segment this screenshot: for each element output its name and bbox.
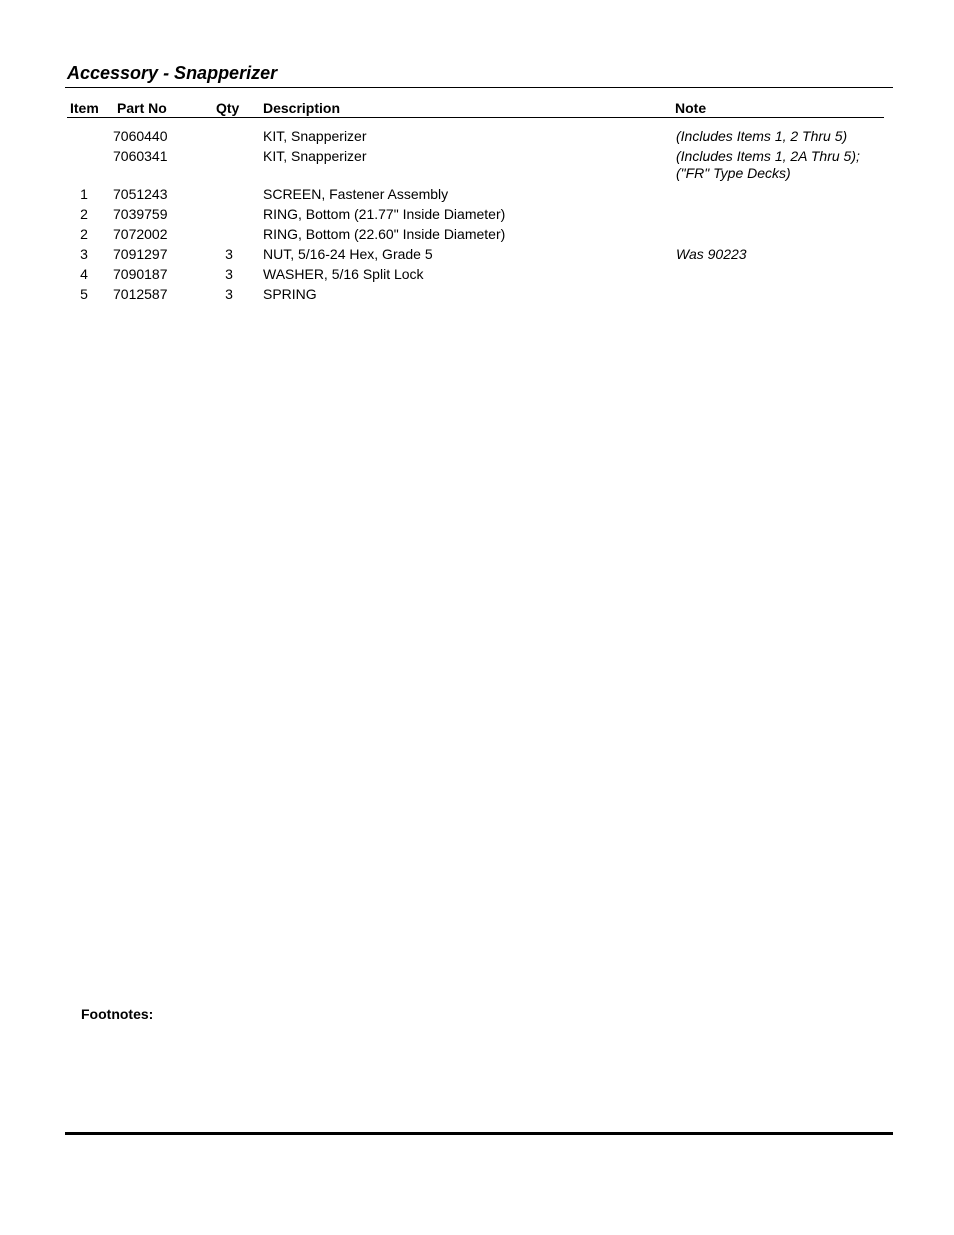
row-item: 4 xyxy=(80,266,88,282)
row-part-no: 7012587 xyxy=(113,286,168,302)
row-description: RING, Bottom (22.60" Inside Diameter) xyxy=(263,226,506,242)
row-description: NUT, 5/16-24 Hex, Grade 5 xyxy=(263,246,433,262)
row-item: 2 xyxy=(80,226,88,242)
row-part-no: 7090187 xyxy=(113,266,168,282)
row-item: 5 xyxy=(80,286,88,302)
header-note: Note xyxy=(675,100,707,116)
row-part-no: 7051243 xyxy=(113,186,168,202)
row-qty: 3 xyxy=(225,286,233,302)
row-qty: 3 xyxy=(225,266,233,282)
row-description: SCREEN, Fastener Assembly xyxy=(263,186,449,202)
row-item: 3 xyxy=(80,246,88,262)
header-description: Description xyxy=(263,100,341,116)
row-description: SPRING xyxy=(263,286,317,302)
row-description: RING, Bottom (21.77" Inside Diameter) xyxy=(263,206,506,222)
row-item: 1 xyxy=(80,186,88,202)
row-part-no: 7091297 xyxy=(113,246,168,262)
row-note: (Includes Items 1, 2A Thru 5); ("FR" Type Decks) xyxy=(676,148,860,181)
bottom-divider xyxy=(65,1132,893,1135)
row-part-no: 7039759 xyxy=(113,206,168,222)
header-qty: Qty xyxy=(216,100,240,116)
table-header xyxy=(0,99,954,117)
row-part-no: 7072002 xyxy=(113,226,168,242)
row-part-no: 7060440 xyxy=(113,128,168,144)
row-description: KIT, Snapperizer xyxy=(263,128,367,144)
row-part-no: 7060341 xyxy=(113,148,168,164)
row-description: KIT, Snapperizer xyxy=(263,148,367,164)
header-part-no: Part No xyxy=(117,100,167,116)
header-item: Item xyxy=(70,100,99,116)
row-note: (Includes Items 1, 2 Thru 5) xyxy=(676,128,848,144)
title-divider xyxy=(65,87,893,88)
row-item: 2 xyxy=(80,206,88,222)
row-qty: 3 xyxy=(225,246,233,262)
footnotes-label: Footnotes: xyxy=(81,1006,154,1022)
header-divider xyxy=(67,117,884,118)
row-note: Was 90223 xyxy=(676,246,747,262)
row-description: WASHER, 5/16 Split Lock xyxy=(263,266,424,282)
page-title: Accessory - Snapperizer xyxy=(67,63,278,83)
